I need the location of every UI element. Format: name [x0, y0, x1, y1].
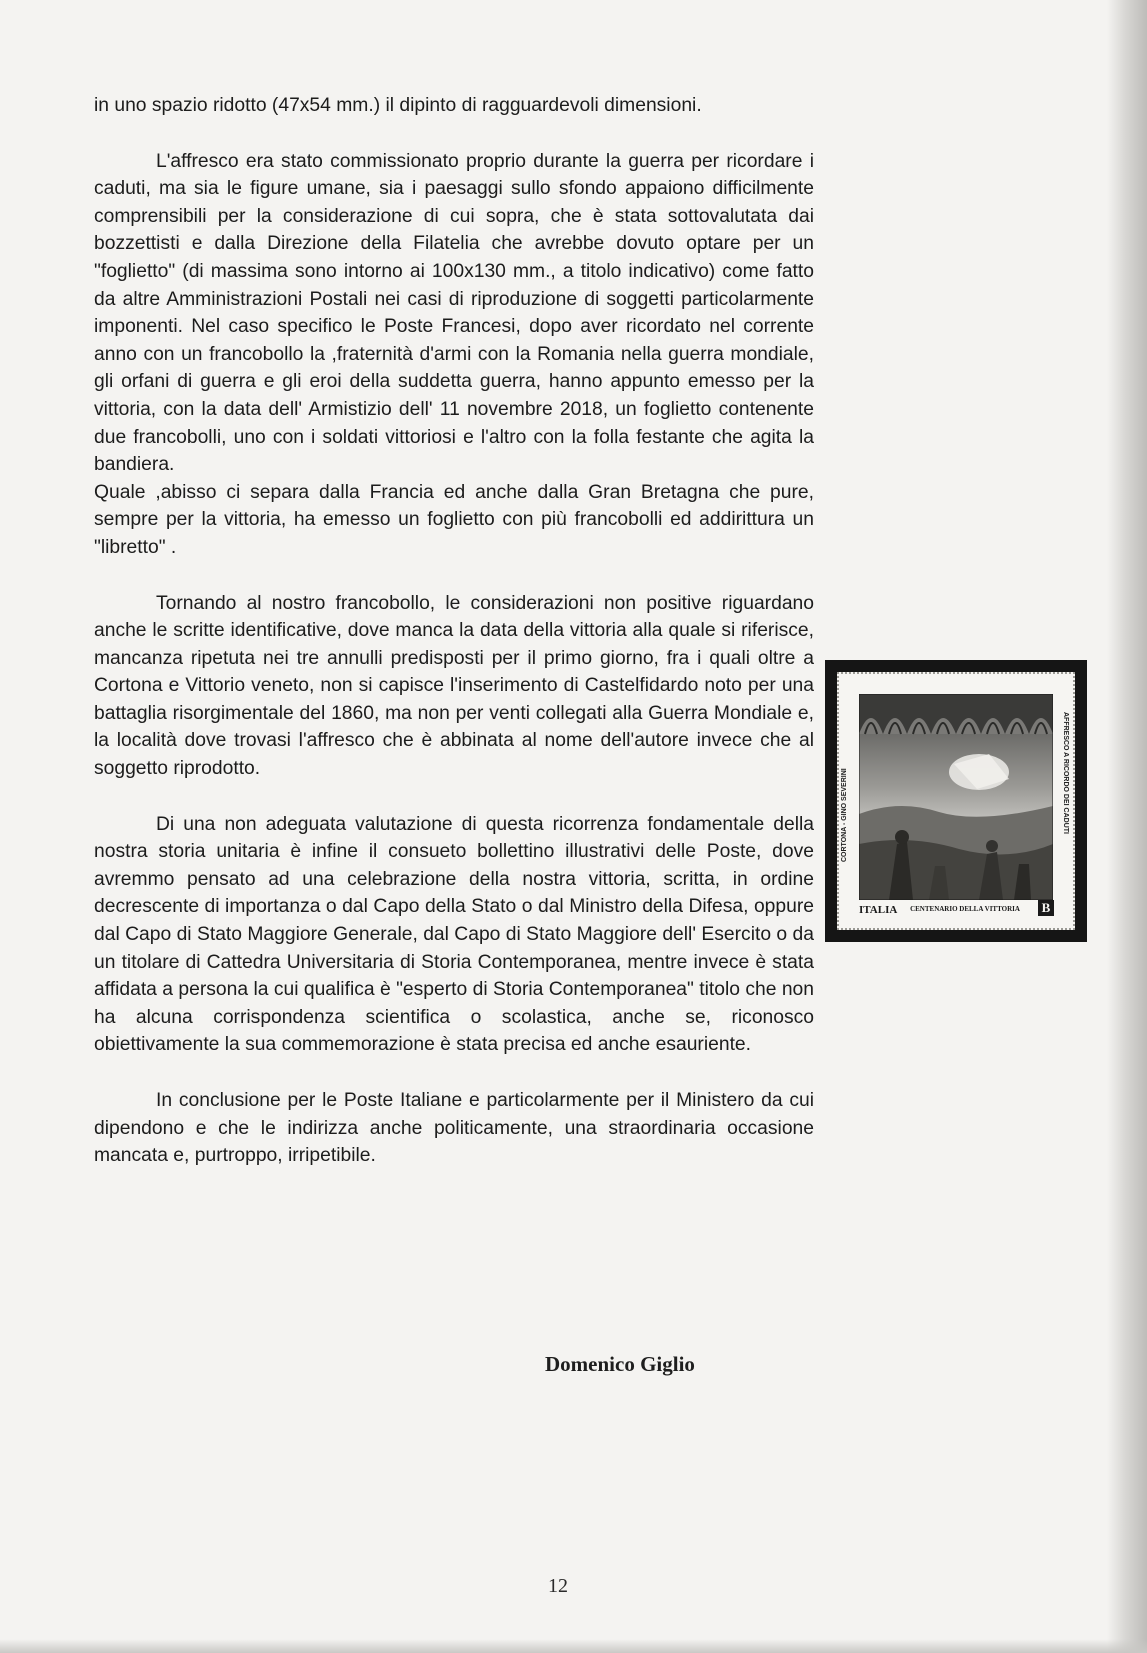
page-number: 12	[548, 1575, 568, 1597]
author-signature: Domenico Giglio	[545, 1352, 695, 1376]
paragraph-6: In conclusione per le Poste Italiane e particolarmente per il Ministero da cui dipendono e che le indirizza anche politicamente, una straordinaria occasione mancata e, purtroppo, irripetibile.	[94, 1090, 814, 1167]
stamp-country: ITALIA	[859, 904, 898, 916]
paragraph-3: Quale ,abisso ci separa dalla Francia ed anche dalla Gran Bretagna che pure, sempre per la vittoria, ha emesso un foglietto con più francobolli ed addirittura un "libretto" .	[94, 481, 814, 558]
paragraph-2: L'affresco era stato commissionato proprio durante la guerra per ricordare i caduti, ma sia le figure umane, sia i paesaggi sullo sfondo appaiono difficilmente comprensibili per la considerazione di cui sopra, che è stata sottovalutata dai bozzettisti e dalla Direzione della Filatelia che avrebbe dovuto optare per un "foglietto" (di massima sono intorno ai 100x130 mm., a titolo indicativo) come fatto da altre Amministrazioni Postali nei casi di riproduzione di soggetti particolarmente imponenti. Nel caso specifico le Poste Francesi, dopo aver ricordato nel corrente anno con un francobollo la ,fraternità d'armi con la Romania nella guerra mondiale, gli orfani di guerra e gli eroi della suddetta guerra, hanno appunto emesso per la vittoria, con la data dell' Armistizio dell' 11 novembre 2018, un foglietto contenente due francobolli, uno con i soldati vittoriosi e l'altro con la folla festante che agita la bandiera.	[94, 150, 814, 476]
scan-edge-right	[1107, 0, 1147, 1653]
stamp-caption: CENTENARIO DELLA VITTORIA	[910, 905, 1020, 913]
paragraph-1: in uno spazio ridotto (47x54 mm.) il dipinto di ragguardevoli dimensioni.	[94, 95, 702, 116]
stamp-figure	[825, 660, 1087, 942]
article-body	[94, 92, 814, 1170]
stamp-value-letter: B	[1038, 900, 1054, 916]
stamp-fresco-image	[859, 694, 1053, 900]
paragraph-4: Tornando al nostro francobollo, le considerazioni non positive riguardano anche le scritte identificative, dove manca la data della vittoria alla quale si riferisce, mancanza ripetuta nei tre annulli predisposti per il primo giorno, fra i quali oltre a Cortona e Vittorio veneto, non si capisce l'inserimento di Castelfidardo noto per una battaglia risorgimentale del 1860, ma non per venti collegati alla Guerra Mondiale e, la località dove trovasi l'affresco che è abbinata al nome dell'autore invece che al soggetto riprodotto.	[94, 592, 814, 780]
scan-edge-bottom	[0, 1639, 1147, 1653]
stamp-side-text-left: CORTONA - GINO SEVERINI	[841, 768, 848, 862]
paragraph-5: Di una non adeguata valutazione di questa ricorrenza fondamentale della nostra storia unitaria è infine il consueto bollettino illustrativi delle Poste, dove avremmo pensato ad una celebrazione della nostra vittoria, scritta, in ordine decrescente di importanza o dal Capo della Stato o dal Ministro della Difesa, oppure dal Capo di Stato Maggiore Generale, dal Capo di Stato Maggiore dell' Esercito o da un titolare di Cattedra Universitaria di Storia Contemporanea, mentre invece è stata affidata a persona la cui qualifica è "esperto di Storia Contemporanea" titolo che non ha alcuna corrispondenza scientifica o scolastica, anche se, riconosco obiettivamente la sua commemorazione è stata precisa ed anche esauriente.	[94, 813, 814, 1056]
stamp	[837, 672, 1075, 930]
stamp-side-text-right: AFFRESCO A RICORDO DEI CADUTI	[1062, 712, 1069, 834]
